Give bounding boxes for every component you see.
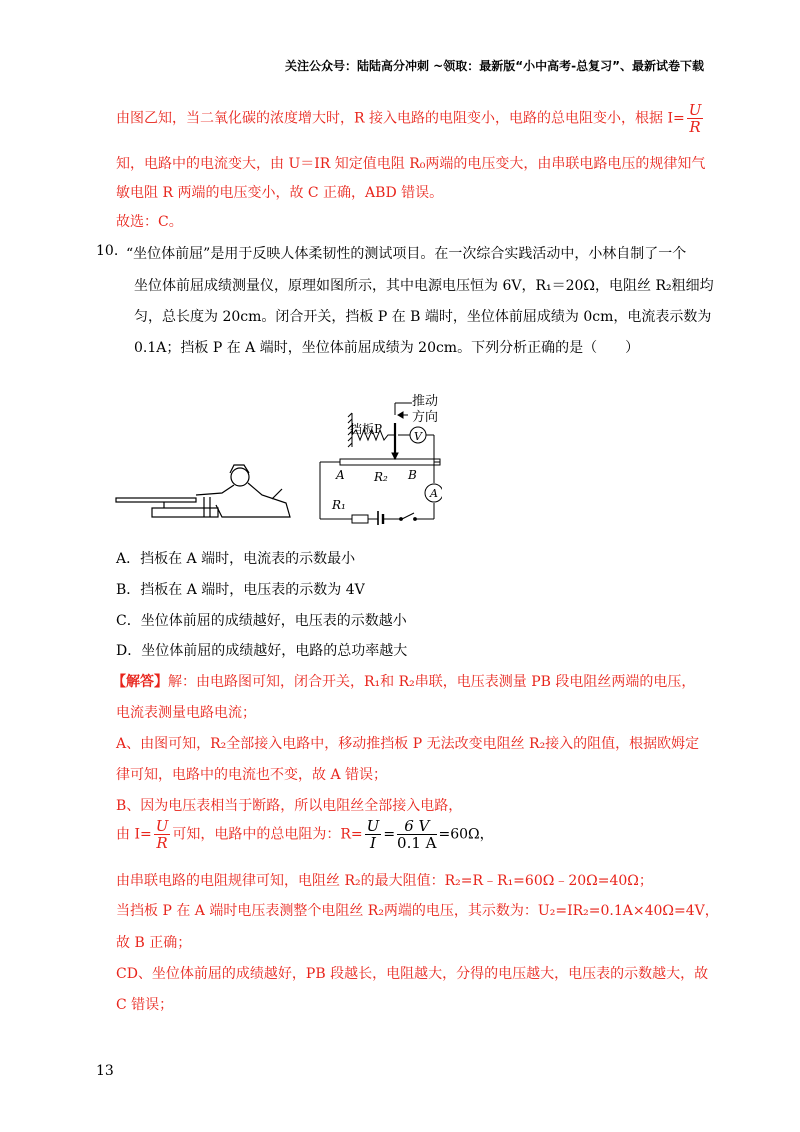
solution-line-9: 故 B 正确； (116, 935, 192, 951)
solution-tag: 【解答】 (112, 674, 168, 690)
board-label: 挡板P (350, 422, 383, 436)
prev-answer-text: 由图乙知，当二氧化碳的浓度增大时，R 接入电路的电阻变小，电路的总电阻变小，根据 I= (116, 110, 685, 127)
label-a: A (336, 468, 345, 482)
voltmeter-label: V (414, 430, 422, 443)
fraction-numerator: 6 V (397, 818, 436, 835)
solution-line-2: 电流表测量电路电流； (116, 705, 256, 721)
question-line-4: 0.1A；挡板 P 在 A 端时，坐位体前屈成绩为 20cm。下列分析正确的是（ ） (134, 340, 640, 356)
fraction-u-over-r (687, 102, 704, 135)
option-b: B．挡板在 A 端时，电压表的示数为 4V (116, 582, 365, 598)
solution-line-4: 律可知，电路中的电流也不变，故 A 错误； (116, 767, 388, 783)
solution-line-3: A、由图可知，R₂全部接入电路中，移动推挡板 P 无法改变电阻丝 R₂接入的阻值，根据欧姆定 (116, 736, 700, 752)
label-r2: R₂ (374, 470, 388, 484)
solution-line-5: B、因为电压表相当于断路，所以电阻丝全部接入电路， (116, 798, 463, 814)
prev-answer-line-3: 敏电阻 R 两端的电压变小，故 C 正确，ABD 错误。 (116, 185, 444, 201)
measuring-rod (116, 498, 196, 502)
label-r1: R₁ (332, 498, 346, 512)
solution-6-eq: = (383, 826, 396, 843)
fraction-numerator: U (155, 817, 169, 835)
question-line-1: “坐位体前屈”是用于反映人体柔韧性的测试项目。在一次综合实践活动中，小林自制了一个 (126, 246, 687, 262)
solution-line-10: CD、坐位体前屈的成绩越好，PB 段越长，电阻越大，分得的电压越大，电压表的示数越大，故 (116, 966, 709, 982)
fraction-denominator: 0.1 A (397, 834, 437, 852)
resistor-r1 (352, 515, 368, 523)
solution-line-8: 当挡板 P 在 A 端时电压表测整个电阻丝 R₂两端的电压，其示数为：U₂=IR₂=0.1A×40Ω=4V， (116, 903, 719, 919)
fraction-6v-over-01a (397, 818, 436, 851)
question-number: 10. (96, 243, 119, 259)
push-label-2: 方向 (412, 410, 439, 425)
solution-line-11: C 错误； (116, 997, 174, 1013)
circuit-figure (112, 385, 442, 525)
solution-6a: 由 I= (116, 826, 152, 843)
solution-6c: =60Ω， (438, 826, 494, 843)
solution-line-6 (116, 818, 494, 851)
solution-line-7: 由串联电路的电阻规律可知，电阻丝 R₂的最大阻值：R₂=R﹣R₁=60Ω﹣20Ω=40Ω； (116, 873, 653, 889)
label-b: B (408, 468, 417, 482)
ammeter-label: A (430, 487, 438, 500)
fraction-denominator: R (689, 118, 701, 136)
base-board (152, 508, 218, 517)
option-a: A．挡板在 A 端时，电流表的示数最小 (116, 551, 356, 567)
person-illustration (116, 465, 290, 517)
fraction-denominator: R (156, 834, 168, 852)
fraction-u-over-i (365, 818, 382, 851)
prev-answer-line-2: 知，电路中的电流变大，由 U＝IR 知定值电阻 R₀两端的电压变大，由串联电路电压的规律知气 (116, 156, 706, 172)
push-label-1: 推动 (412, 394, 439, 409)
page-number: 13 (96, 1063, 114, 1079)
resistor-r2 (340, 459, 440, 465)
option-c: C．坐位体前屈的成绩越好，电压表的示数越小 (116, 613, 407, 629)
question-line-2: 坐位体前屈成绩测量仪，原理如图所示，其中电源电压恒为 6V，R₁＝20Ω，电阻丝 R₂粗细均 (134, 278, 714, 294)
fraction-u-over-r-2 (154, 818, 171, 851)
solution-line-1 (112, 671, 695, 691)
fraction-numerator: U (688, 101, 702, 119)
fraction-denominator: I (370, 834, 376, 852)
solution-text-1: 解：由电路图可知，闭合开关，R₁和 R₂串联，电压表测量 PB 段电阻丝两端的电压， (168, 674, 696, 690)
fraction-numerator: U (366, 817, 380, 835)
question-line-3: 匀，总长度为 20cm。闭合开关，挡板 P 在 B 端时，坐位体前屈成绩为 0cm，电流表示数为 (134, 309, 712, 325)
page-header: 关注公众号：陆陆高分冲刺 ~领取：最新版“小中高考-总复习”、最新试卷下载 (285, 59, 704, 73)
prev-answer-line-4: 故选：C。 (116, 214, 183, 230)
solution-6b: 可知，电路中的总电阻为：R= (172, 826, 363, 843)
option-d: D．坐位体前屈的成绩越好，电路的总功率越大 (116, 643, 408, 659)
prev-answer-line-1 (116, 102, 705, 135)
